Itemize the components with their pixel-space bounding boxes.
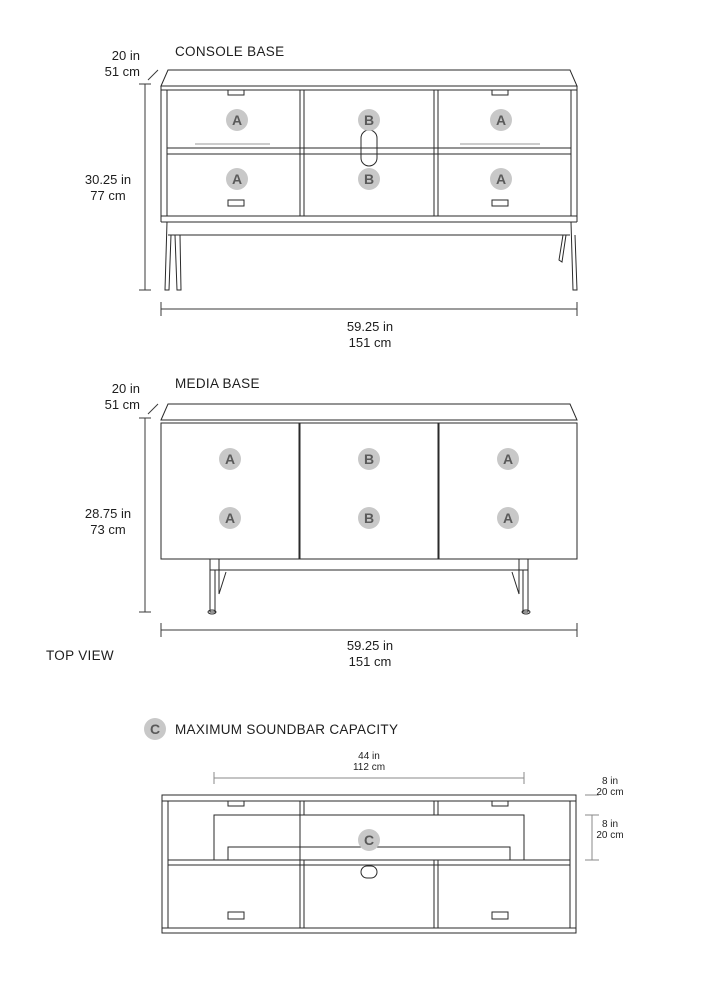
media-title: MEDIA BASE [175,376,260,391]
soundbar-width-label: 44 in 112 cm [352,751,386,773]
media-badge-a: A [219,507,241,529]
console-depth-label: 20 in 51 cm [104,48,140,79]
media-door-left [161,423,299,559]
media-badge-b: B [358,507,380,529]
media-door-center [300,423,438,559]
media-badge-a: A [497,507,519,529]
console-width-label: 59.25 in 151 cm [346,319,394,350]
media-door-right [439,423,577,559]
console-badge-a: A [490,109,512,131]
media-badge-b: B [358,448,380,470]
console-badge-b: B [358,109,380,131]
media-top [161,404,577,420]
top-view-label: TOP VIEW [46,648,114,663]
soundbar-height-label: 8 in 20 cm [596,819,624,841]
console-top [161,70,577,86]
console-title: CONSOLE BASE [175,44,285,59]
media-width-label: 59.25 in 151 cm [346,638,394,669]
legend-label: MAXIMUM SOUNDBAR CAPACITY [175,722,399,737]
media-badge-a: A [219,448,241,470]
console-height-label: 30.25 in 77 cm [84,172,132,203]
top-gap-label: 8 in 20 cm [596,776,624,798]
soundbar-badge-c: C [358,829,380,851]
legend-badge-c: C [144,718,166,740]
media-badge-a: A [497,448,519,470]
console-badge-a: A [226,109,248,131]
console-badge-b: B [358,168,380,190]
console-dimension-lines [139,70,577,316]
media-height-label: 28.75 in 73 cm [84,506,132,537]
console-badge-a: A [490,168,512,190]
console-badge-a: A [226,168,248,190]
media-depth-label: 20 in 51 cm [104,381,140,412]
top-view-drawing [162,795,576,933]
